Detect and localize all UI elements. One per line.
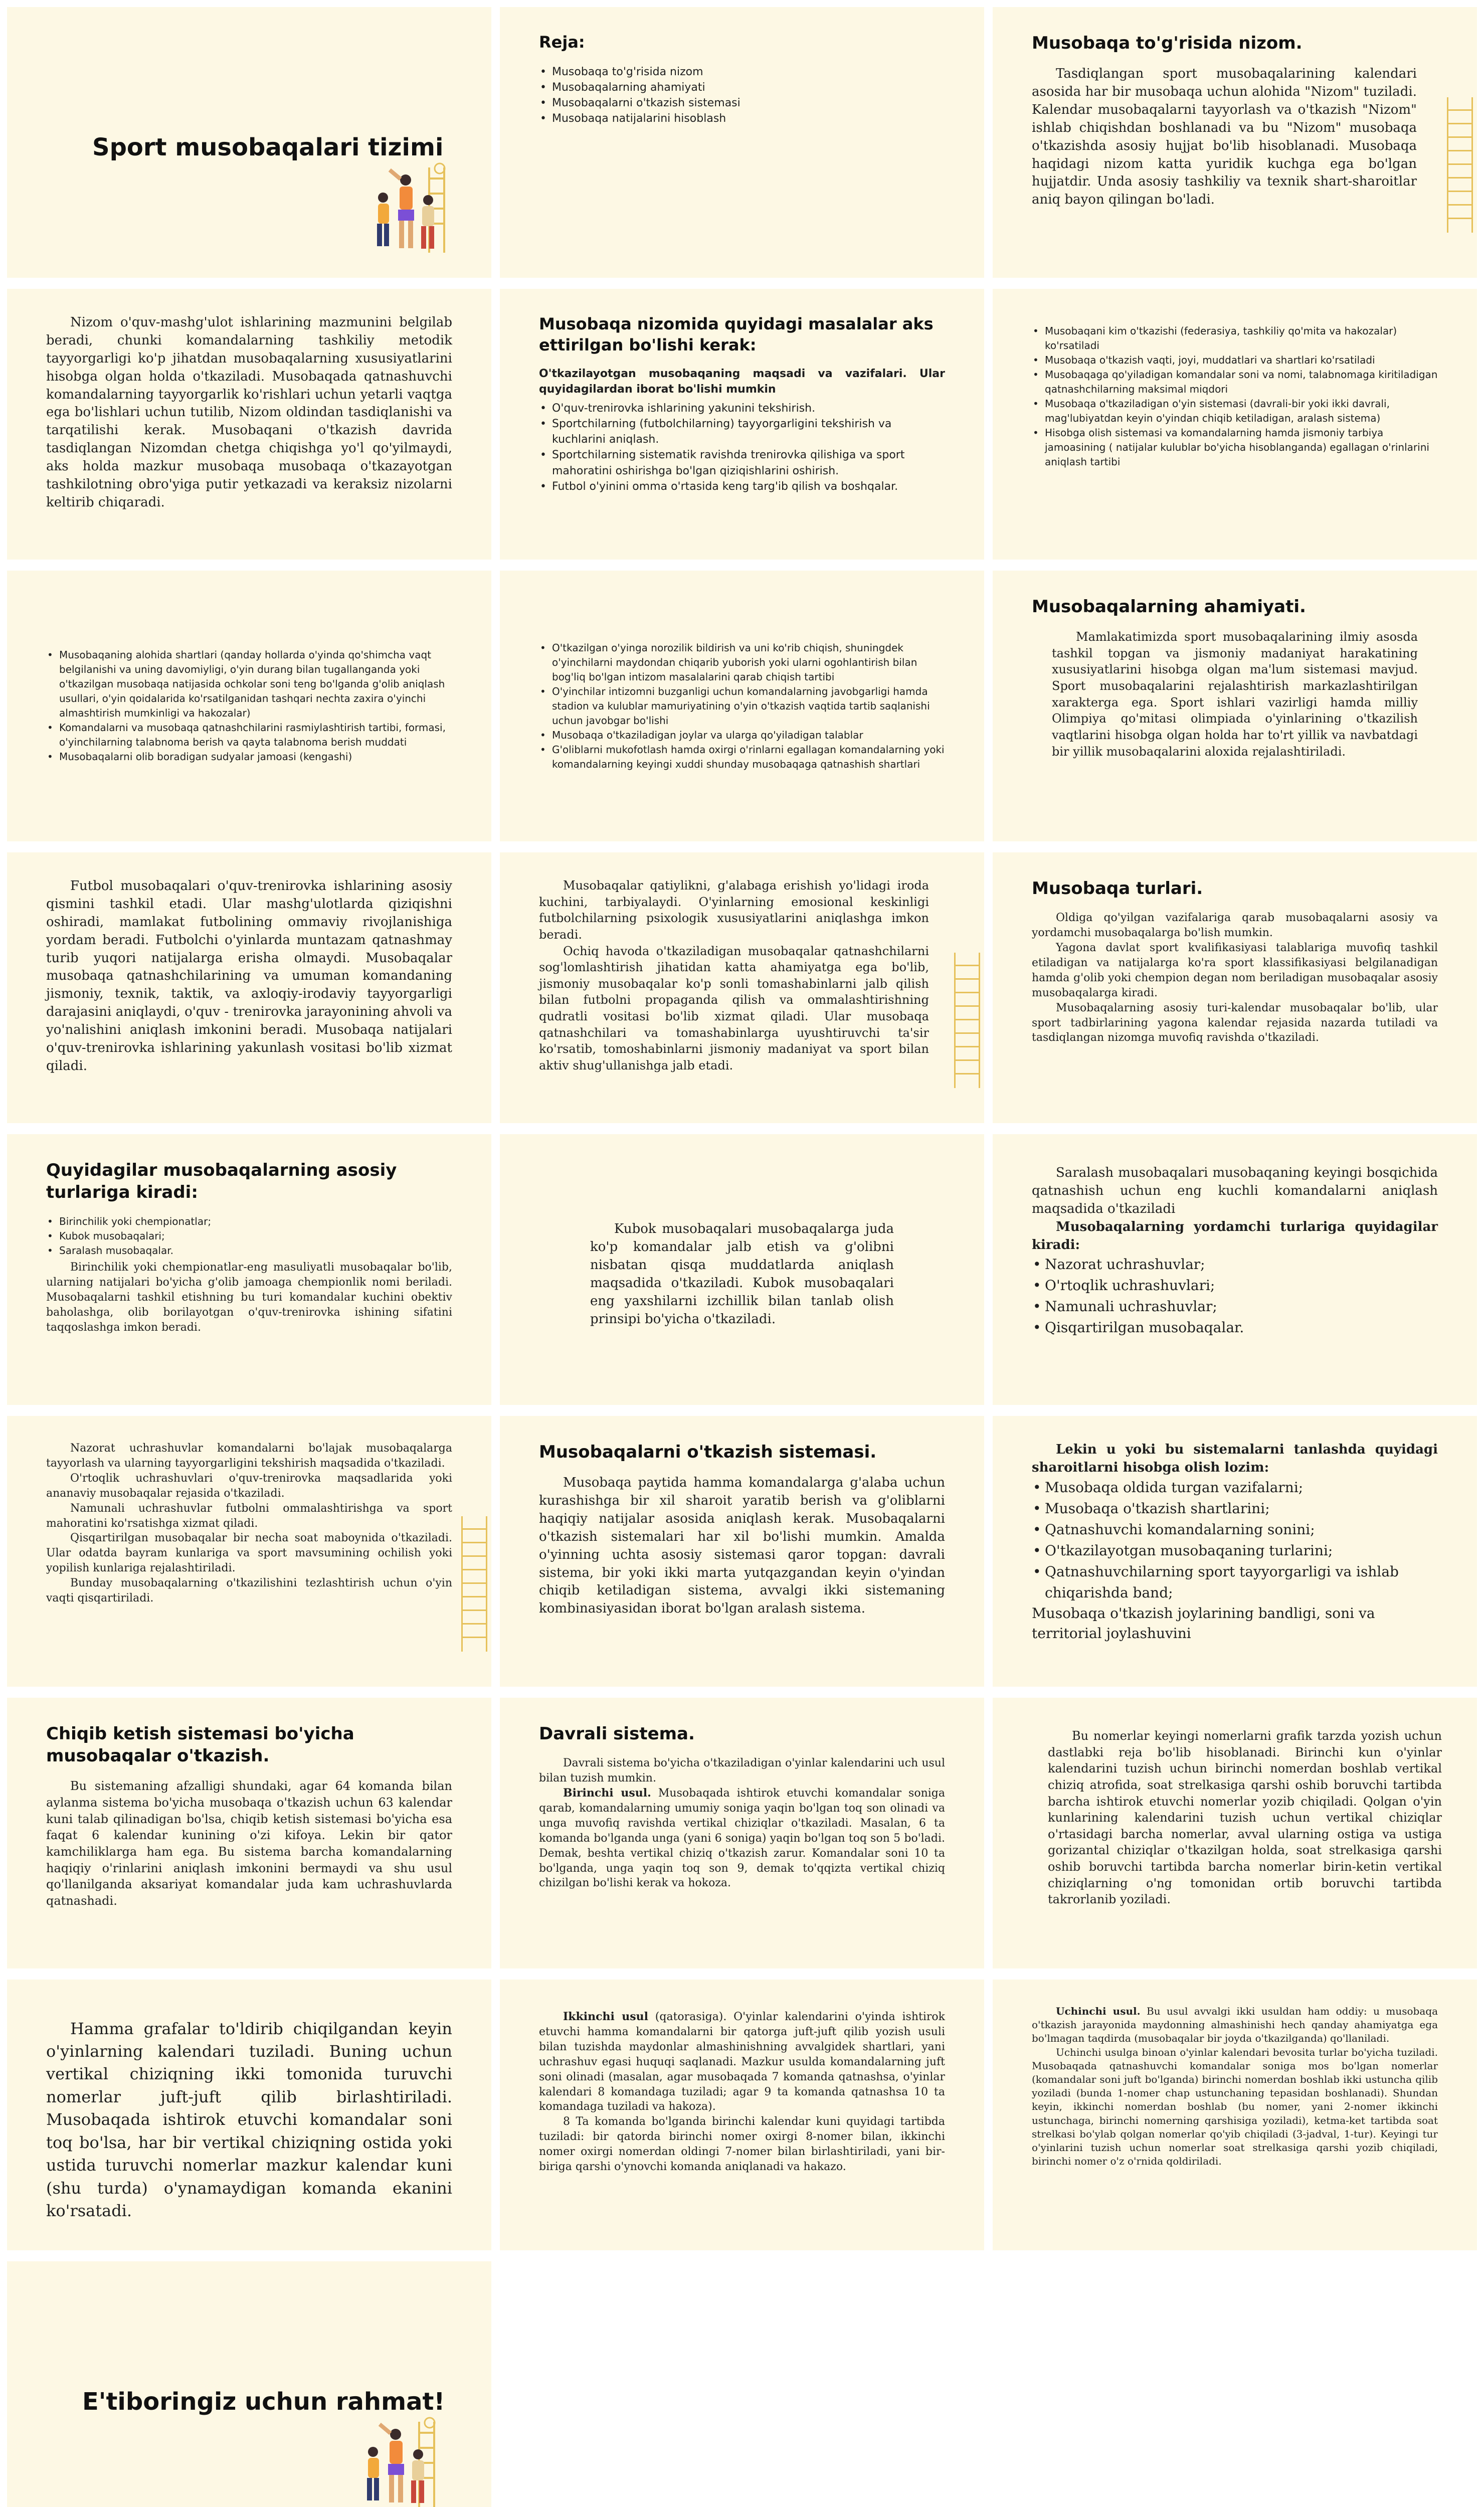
list-item: • O'tkazilayotgan musobaqaning turlarini;: [1032, 1540, 1438, 1561]
slide-nizom-content: [7, 289, 491, 560]
paragraph: Tasdiqlangan sport musobaqalarining kalendari asosida har bir musobaqa uchun alohida "Nizom" tuziladi. Kalendar musobaqalarni tayyorlash va o'tkazish "Nizom" ishlab chiqishdan boshlanadi va bu "Nizom" musobaqa o'tkazishda asosiy hujjat bo'lib hisoblanadi. Musobaqa haqidagi nizom katta yuridik kuchga ega bo'lgan hujjatdir. Unda asosiy tashkiliy va texnik shart-sharoitlar aniq bayon qilingan bo'ladi.: [1032, 66, 1417, 208]
nizom-list: [1032, 324, 1438, 469]
list-item: • O'yinchilar intizomni buzganligi uchun komandalarning javobgarligi hamda stadion va kulublar mamuriyatining o'yin o'tkazish vaqtida tartib saqlanishi uchun javobgar bo'lishi: [539, 684, 945, 728]
slide-nizom-list: [993, 289, 1477, 560]
ladder-decoration-icon: [1447, 97, 1473, 233]
slide-round-robin: [500, 1698, 984, 1968]
paragraph: Bu usul avvalgi ikki usuldan ham oddiy: u musobaqa o'tkazish jarayonida maydonning almashinishi hech qanday ahamiyatga ega bo'lmagan taqdirda (musobaqalar bir joyda o'tkazilganda) qo'llaniladi.: [1032, 2005, 1438, 2045]
slide-third-method: [993, 1980, 1477, 2250]
slide-numbers: [993, 1698, 1477, 1968]
list-item: • Musobaqa o'tkaziladigan o'yin sistemasi (davrali-bir yoki ikki davrali, mag'lubiyatdan keyin o'yindan chiqib ketiladigan, aralash sistema): [1032, 397, 1438, 426]
paragraph: Musobaqalar qatiylikni, g'alabaga erishish yo'lidagi iroda kuchini, tarbiyalaydi. O'yinlarning emosional keskinligi futbolchilarning psixologik xususiyatlarini aniqlashga imkon beradi.: [539, 878, 929, 942]
paragraph: Oldiga qo'yilgan vazifalariga qarab musobaqalarni asosiy va yordamchi musobaqalarga bo'lish mumkin.: [1032, 912, 1438, 940]
athletes-illustration-icon: [358, 157, 458, 258]
slide-nizom-issues: [500, 289, 984, 560]
slide-football: [7, 852, 491, 1123]
slide-conditions: [7, 571, 491, 841]
slide-knockout: [7, 1698, 491, 1968]
paragraph: O'rtoqlik uchrashuvlari o'quv-trenirovka maqsadlarida yoki ananaviy musobaqalar rejasida o'tkaziladi.: [46, 1472, 452, 1500]
section-title: Lekin u yoki bu sistemalarni tanlashda quyidagi sharoitlarni hisobga olish lozim:: [1032, 1442, 1438, 1475]
slide-auxiliary: [993, 1134, 1477, 1405]
list-item: • Sportchilarning (futbolchilarning) tayyorgarligini tekshirish va kuchlarini aniqlash.: [539, 416, 945, 447]
slide-thanks: [7, 2261, 491, 2507]
paragraph: Yagona davlat sport kvalifikasiyasi talablariga muvofiq tashkil etiladigan va natijalarga ko'ra sport klassifikasiyasi belgilanadigan hamda g'olib yoki chempion degan nom beriladigan musobaqalar asosiy musobaqalarga kiradi.: [1032, 942, 1438, 999]
paragraph: Hamma grafalar to'ldirib chiqilgandan keyin o'yinlarning kalendari tuziladi. Buning uchun vertikal chiziqning ikki tomonida turuvchi nomerlar juft-juft qilib birlashtiriladi. Musobaqada ishtirok etuvchi komandalar soni toq bo'lsa, har bir vertikal chiziqning ostida yoki ustida turuvchi nomerlar mazkur kalendar kuni (shu turda) o'ynamaydigan komanda ekanini ko'rsatadi.: [46, 2019, 452, 2221]
list-item: • Musobaqa o'tkazish vaqti, joyi, muddatlari va shartlari ko'rsatiladi: [1032, 353, 1438, 368]
plan-list: [539, 64, 945, 127]
list-item: • Musobaqani kim o'tkazishi (federasiya, tashkiliy qo'mita va hakozalar) ko'rsatiladi: [1032, 324, 1438, 353]
lead-label: Uchinchi usul.: [1056, 2005, 1141, 2017]
section-title: Musobaqalarning ahamiyati.: [1032, 597, 1306, 617]
paragraph: Musobaqalarning asosiy turi-kalendar musobaqalar bo'lib, ular sport tadbirlarining yagona kalendar rejasida nazarda tutiladi va tasdiqlangan nizomga muvofiq ravishda o'tkaziladi.: [1032, 1001, 1438, 1044]
list-item: • Musobaqalarni o'tkazish sistemasi: [539, 95, 945, 111]
slide-types: [993, 852, 1477, 1123]
list-item: • Sportchilarning sistematik ravishda trenirovka qilishiga va sport mahoratini oshirishga bo'lgan qiziqishlarini oshirish.: [539, 447, 945, 478]
list-item: • Nazorat uchrashuvlar;: [1032, 1254, 1438, 1275]
paragraph: Bu nomerlar keyingi nomerlarni grafik tarzda yozish uchun dastlabki reja bo'lib hisoblanadi. Birinchi kun o'yinlar kalendarini tuzish uchun birinchi nomerdan boshlab vertikal chiziq atrofida, soat strelkasiga qarshi oshib boruvchi tartibda barcha ishtirok etuvchi nomerlar yozib chiqiladi. Qolgan o'yin kunlarining kalendarini tuzish uchun vertikal chiziqlar o'rtasidagi barcha nomerlar, avval ularning ostiga va ustiga gorizantal chiziqlar o'tkazilgan holda, soat strelkasiga qarshi oshib boruvchi tartibda barcha nomerlar birin-ketin vertikal chiziqlarning o'ng tomonidan ortib boruvchi tartibda takrorlanib yoziladi.: [1048, 1729, 1442, 1907]
list-item: • Musobaqa natijalarini hisoblash: [539, 111, 945, 126]
list-item: • O'quv-trenirovka ishlarining yakunini tekshirish.: [539, 401, 945, 416]
paragraph: Musobaqa paytida hamma komandalarga g'alaba uchun kurashishga bir xil sharoit yaratib berish va g'oliblarni haqiqiy natijalar asosida aniqlash kerak. Musobaqalarni o'tkazish sistemalari har xil bo'lishi mumkin. Amalda o'yinning uchta asosiy sistemasi qaror topgan: davrali sistema, bir yoki ikki marta yutqazgandan keyin o'yindan chiqib ketiladigan sistema, avvalgi ikki sistemaning kombinasiyasidan iborat bo'lgan aralash sistema.: [539, 1475, 945, 1617]
main-types-list: [46, 1214, 452, 1258]
subtitle: Musobaqalarning yordamchi turlariga quyidagilar kiradi:: [1032, 1219, 1438, 1252]
slide-nizom: [993, 7, 1477, 278]
list-item: • Musobaqaga qo'yiladigan komandalar soni va nomi, talabnomaga kiritiladigan qatnashchilarning maksimal miqdori: [1032, 368, 1438, 397]
list-item: • Saralash musobaqalar.: [46, 1243, 452, 1258]
page-title: Sport musobaqalari tizimi: [92, 133, 444, 161]
paragraph: Birinchilik yoki chempionatlar-eng masuliyatli musobaqalar bo'lib, ularning natijalari bo'yicha g'olib jamoaga chempionlik nomi beriladi. Musobaqalarni tashkil etishning bu turi komandalar kuchini obektiv baholashga, olib borilayotgan o'quv-trenirovka ishining sifatini taqqoslashga imkon beradi.: [46, 1261, 452, 1334]
slide-main-types: [7, 1134, 491, 1405]
slide-auxiliary-details: [7, 1416, 491, 1687]
paragraph: Kubok musobaqalari musobaqalarga juda ko'p komandalar jalb etish va g'olibni nisbatan qisqa muddatlarda aniqlash maqsadida o'tkaziladi. Kubok musobaqalari eng yaxshilarni izchillik bilan tanlab olish prinsipi bo'yicha o'tkaziladi.: [590, 1221, 894, 1327]
slide-discipline: [500, 571, 984, 841]
paragraph: Bu sistemaning afzalligi shundaki, agar 64 komanda bilan aylanma sistema bo'yicha musobaqa o'tkazish uchun 63 kalendar kuni talab qilinadigan bo'lsa, chiqib ketish sistemasi bo'yicha esa faqat 6 kalendar kunining o'zi kifoya. Lekin bir qator kamchiliklarga ham ega. Bu sistema barcha komandalarning haqiqiy o'rinlarini aniqlash imkonini bermaydi va shu usul qo'llanilganda aksariyat komandalar juda kam uchrashuvlarda qatnashadi.: [46, 1779, 452, 1908]
paragraph: Nazorat uchrashuvlar komandalarni bo'lajak musobaqalarga tayyorlash va ularning tayyorgarligini tekshirish maqsadida o'tkaziladi.: [46, 1442, 452, 1470]
slide-second-method: [500, 1980, 984, 2250]
list-item: • Musobaqa o'tkazish shartlarini;: [1032, 1498, 1438, 1519]
list-item: • G'oliblarni mukofotlash hamda oxirgi o'rinlarni egallagan komandalarning yoki komandalarning keyingi xuddi shunday musobaqaga qatnashish shartlari: [539, 743, 945, 772]
list-item: • Musobaqa to'g'risida nizom: [539, 64, 945, 80]
paragraph: Musobaqa o'tkazish joylarining bandligi, soni va territorial joylashuvini: [1032, 1604, 1375, 1642]
closing-title: E'tiboringiz uchun rahmat!: [82, 2388, 445, 2416]
paragraph: Namunali uchrashuvlar futbolni ommalashtirishga va sport mahoratini ko'rsatishga xizmat qiladi.: [46, 1502, 452, 1530]
paragraph: Davrali sistema bo'yicha o'tkaziladigan o'yinlar kalendarini uch usul bilan tuzish mumkin.: [539, 1757, 945, 1785]
plan-title: Reja:: [539, 33, 585, 52]
section-title: Musobaqa turlari.: [1032, 878, 1203, 899]
list-item: • Qisqartirilgan musobaqalar.: [1032, 1317, 1438, 1338]
list-item: • Musobaqa oldida turgan vazifalarni;: [1032, 1477, 1438, 1498]
list-item: • Futbol o'yinini omma o'rtasida keng targ'ib qilish va boshqalar.: [539, 479, 945, 494]
list-item: • Komandalarni va musobaqa qatnashchilarini rasmiylashtirish tartibi, formasi, o'yinchilarning talabnoma berish va qayta talabnoma berish muddati: [46, 721, 452, 750]
paragraph: Qisqartirilgan musobaqalar bir necha soat maboynida o'tkaziladi. Ular odatda bayram kunlariga va sport mavsumining ochilish yoki yopilish kunlariga rejalashtiriladi.: [46, 1532, 452, 1575]
lead-label: Birinchi usul.: [563, 1786, 651, 1800]
athletes-illustration-icon: [348, 2412, 448, 2507]
paragraph: Uchinchi usulga binoan o'yinlar kalendari bevosita turlar bo'yicha tuziladi. Musobaqada qatnashuvchi komandalar soniga mos bo'lgan nomerlar (komandalar soni juft bo'lganda) birinchi nomerdan boshlab ikki ustuncha qilib yoziladi (bunda 1-nomer chap ustunchaning tepasidan boshlanadi). Shundan keyin, ikkinchi nomerdan boshlab (bu nomer, yani 2-nomer ikkinchi ustunchaga, birinchi nomerning qarshisiga yoziladi), ketma-ket tartibda soat strelkasi bo'ylab qolgan nomerlar qo'yib chiqiladi (3-jadval, 1-tur). Keyingi tur o'yinlarini tuzish uchun nomerlar soat strelkasiga qarshi yozib chiqiladi, birinchi nomer o'z o'rnida qoldiriladi.: [1032, 2046, 1438, 2168]
list-item: • Birinchilik yoki chempionatlar;: [46, 1214, 452, 1229]
paragraph: Musobaqada ishtirok etuvchi komandalar soniga qarab, komandalarning umumiy soniga yaqin bo'lgan toq son olinadi va unga muvofiq ravishda vertikal chiziqlar o'tkaziladi. Masalan, 6 ta komanda bo'lganda unga (yani 6 soniga) yaqin bo'lgan toq son 5 bo'ladi. Demak, beshta vertikal chiziq o'tkazish zarur. Komandalar soni 10 ta bo'lganda, unga yaqin toq son 9, demak to'qqizta vertikal chiziq chizilgan bo'lishi kerak va hokoza.: [539, 1787, 945, 1890]
list-item: • O'tkazilgan o'yinga norozilik bildirish va uni ko'rib chiqish, shuningdek o'yinchilarni maydondan chiqarib yuborish yoki ularni ogohlantirish bilan bog'liq bo'lgan intizom masalalarini qarab chiqish tartibi: [539, 641, 945, 684]
section-title: Chiqib ketish sistemasi bo'yicha musobaqalar o'tkazish.: [46, 1724, 354, 1766]
paragraph: 8 Ta komanda bo'lganda birinchi kalendar kuni quyidagi tartibda tuziladi: bir qatorda birinchi nomer oxirgi 8-nomer bilan, ikkinchi nomer oxirgi nomerdan oldingi 7-nomer bilan birlashtiriladi, yani bir-biriga qarshi o'ynovchi komanda aniqlanadi va hakazo.: [539, 2115, 945, 2174]
ladder-decoration-icon: [461, 1516, 487, 1652]
selection-list: [1032, 1477, 1438, 1603]
paragraph: Mamlakatimizda sport musobaqalarining ilmiy asosda tashkil topgan va jismoniy madaniyat harakatining xususiyatlarini hisobga olgan ma'lum sistemasi mavjud. Sport musobaqalarini rejalashtirish markazlashtirilgan xarakterga ega. Sport ishlari vazirligi hamda milliy Olimpiya qo'mitasi olimpiada o'yinlarining o'tkazilish vaqtlarini hisobga olgan holda har to'rt yillik va navbatdagi bir yillik musobaqalarini aloxida rejalashtiriladi.: [1052, 630, 1418, 759]
conditions-list: [46, 648, 452, 764]
issues-list: [539, 401, 945, 494]
paragraph: Saralash musobaqalari musobaqaning keyingi bosqichida qatnashish uchun eng kuchli komandalarni aniqlash maqsadida o'tkaziladi: [1032, 1165, 1438, 1216]
section-title: Musobaqa nizomida quyidagi masalalar aks ettirilgan bo'lishi kerak:: [539, 314, 934, 354]
list-item: • Qatnashuvchi komandalarning sonini;: [1032, 1519, 1438, 1540]
paragraph: Nizom o'quv-mashg'ulot ishlarining mazmunini belgilab beradi, chunki komandalarning tashkiliy metodik tayyorgarligi ko'p jihatdan musobaqalarning xususiyatlarini hisobga olgan holda o'tkaziladi. Musobaqada qatnashuvchi komandalarning tayyorgarlik ko'rishlari uchun yetarli vaqtga ega bo'lishlari uchun tutilib, Nizom oldindan tasdiqlanishi va tarqatilishi kerak. Musobaqani o'tkazish davrida tasdiqlangan Nizomdan chetga chiqishga yo'l qo'yilmaydi, aks holda mazkur musobaqa musobaqa o'tkazayotgan tashkilotning obro'yiga putir yetkazadi va keraksiz nizolarni keltirib chiqaradi.: [46, 315, 452, 510]
list-item: • Musobaqalarning ahamiyati: [539, 80, 945, 95]
lead-label: Ikkinchi usul: [563, 2010, 649, 2023]
slide-importance: [993, 571, 1477, 841]
list-item: • Kubok musobaqalari;: [46, 1229, 452, 1243]
slide-title: [7, 7, 491, 278]
list-item: • Namunali uchrashuvlar;: [1032, 1296, 1438, 1317]
subtitle: O'tkazilayotgan musobaqaning maqsadi va vazifalari. Ular quyidagilardan iborat bo'lishi mumkin: [539, 368, 945, 396]
list-item: • Qatnashuvchilarning sport tayyorgarligi va ishlab chiqarishda band;: [1032, 1561, 1438, 1603]
list-item: • O'rtoqlik uchrashuvlari;: [1032, 1275, 1438, 1296]
slide-selection: [993, 1416, 1477, 1687]
section-title: Quyidagilar musobaqalarning asosiy turlariga kiradi:: [46, 1160, 397, 1203]
paragraph: (qatorasiga). O'yinlar kalendarini o'yinda ishtirok etuvchi hamma komandalarni bir qatorga juft-juft qilib yozish usuli bilan tuzishda maydonlar almashinishning avvalgidek shartlari, yani uchrashuv egasi huquqi saqlanadi. Mazkur usulda komandalarning juft soni olinadi (masalan, agar musobaqada 7 komanda qatnashsa, o'yinlar kalendari 8 komandaga tuziladi; agar 9 ta komanda qatnashsa 10 ta komandaga tuziladi va hakoza).: [539, 2011, 945, 2113]
slide-calendar: [7, 1980, 491, 2250]
list-item: • Hisobga olish sistemasi va komandalarning hamda jismoniy tarbiya jamoasining ( natijalar kulublar bo'yicha hisoblanganda) egallagan o'rinlarini aniqlash tartibi: [1032, 426, 1438, 469]
auxiliary-list: [1032, 1254, 1438, 1338]
paragraph: Ochiq havoda o'tkaziladigan musobaqalar qatnashchilarni sog'lomlashtirish jihatidan katta ahamiyatga ega bo'lib, jismoniy musobaqalar ko'p sonli tomashabinlarni jalb qilish bilan futbolni propaganda qilish va ommalashtirishning qudratli vositasi bo'lib xizmat qiladi. Ular musobaqa qatnashchilari va tomashabinlarga uyushtiruvchi ta'sir ko'rsatib, tomoshabinlarni jismoniy madaniyat va sport bilan aktiv shug'ullanishga jalb etadi.: [539, 944, 929, 1072]
slide-systems: [500, 1416, 984, 1687]
section-title: Davrali sistema.: [539, 1724, 695, 1744]
ladder-decoration-icon: [954, 953, 980, 1088]
discipline-list: [539, 641, 945, 772]
slide-benefits: [500, 852, 984, 1123]
paragraph: Bunday musobaqalarning o'tkazilishini tezlashtirish uchun o'yin vaqti qisqartiriladi.: [46, 1577, 452, 1605]
list-item: • Musobaqaning alohida shartlari (qanday hollarda o'yinda qo'shimcha vaqt belgilanishi va uning davomiyligi, o'yin durang bilan tugallanganda yoki o'tkazilgan musobaqa natijasida ochkolar soni teng bo'lganda g'olib aniqlash usullari, o'yin qoidalarida ko'rsatilganidan tashqari nechta zaxira o'yinchi almashtirish mumkinligi va hakozalar): [46, 648, 452, 721]
list-item: • Musobaqa o'tkaziladigan joylar va ularga qo'yiladigan talablar: [539, 728, 945, 743]
section-title: Musobaqalarni o'tkazish sistemasi.: [539, 1442, 877, 1462]
slide-plan: [500, 7, 984, 278]
list-item: • Musobaqalarni olib boradigan sudyalar jamoasi (kengashi): [46, 750, 452, 764]
section-title: Musobaqa to'g'risida nizom.: [1032, 33, 1303, 53]
paragraph: Futbol musobaqalari o'quv-trenirovka ishlarining asosiy qismini tashkil etadi. Ular mashg'ulotlarda qiziqishni oshiradi, mamlakat futbolining ommaviy rivojlanishiga yordam beradi. Futbolchi o'yinlarda muntazam qatnashmay turib yuqori natijalarga erisha olmaydi. Musobaqalar musobaqa qatnashchilarining va umuman komandaning jismoniy, texnik, taktik, va axloqiy-irodaviy tayyorgarligi darajasini aniqlaydi, o'quv - trenirovka jarayonining ahvoli va yo'nalishini aniqlash imkonini beradi. Musobaqa natijalari o'quv-trenirovka ishlarining yakunlash vositasi bo'lib xizmat qiladi.: [46, 878, 452, 1073]
slide-cup: [500, 1134, 984, 1405]
